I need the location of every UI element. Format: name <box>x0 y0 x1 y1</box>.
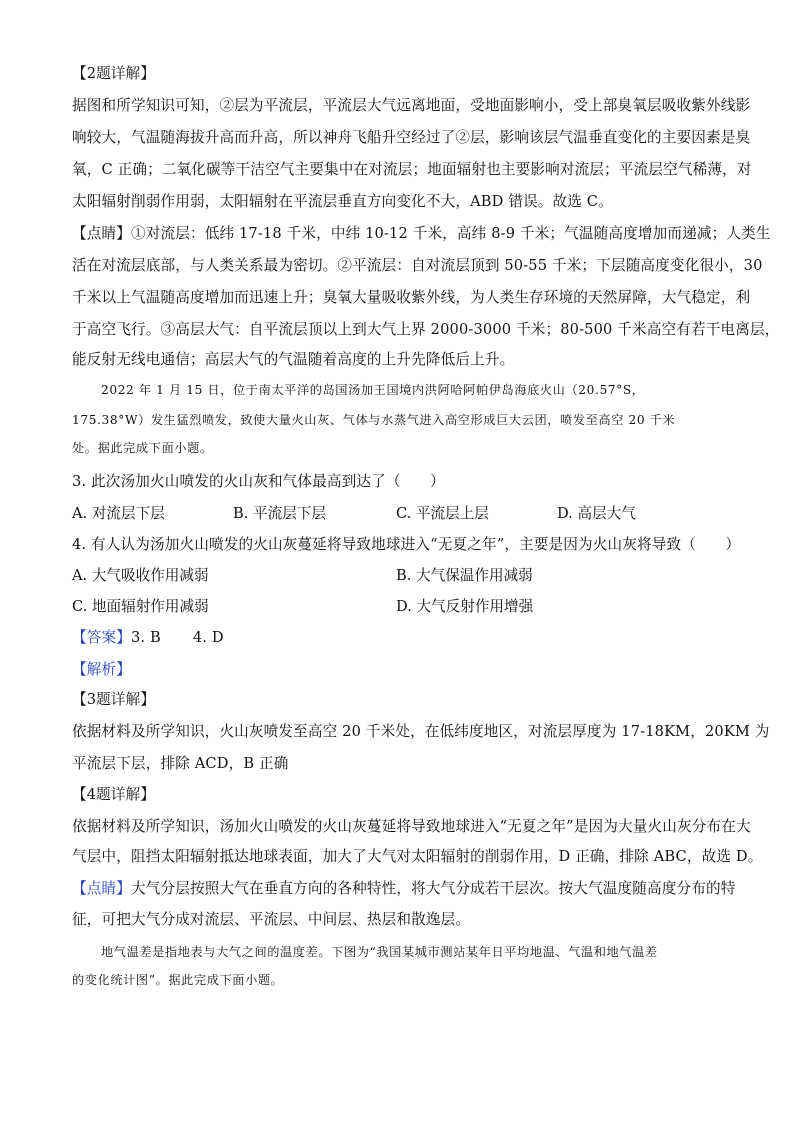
question-3-stem: 3. 此次汤加火山喷发的火山灰和气体最高到达了（ ） <box>72 473 445 490</box>
paragraph-line: 响较大，气温随海拔升高而升高，所以神舟飞船升空经过了②层，影响该层气温垂直变化的主要因素是臭 <box>72 129 751 146</box>
analysis-label: 【解析】 <box>72 661 131 678</box>
paragraph-line: 依据材料及所学知识，汤加火山喷发的火山灰蔓延将导致地球进入“无夏之年”是因为大量火山灰分布在大 <box>72 818 751 835</box>
tip-text: 大气分层按照大气在垂直方向的各种特性，将大气分成若干层次。按大气温度随高度分布的特 <box>130 880 736 897</box>
paragraph-line: 平流层下层，排除 ACD，B 正确 <box>72 755 289 772</box>
material-line: 2022 年 1 月 15 日，位于南太平洋的岛国汤加王国境内洪阿哈阿帕伊岛海底火山（20.57°S， <box>101 383 645 397</box>
tip-label: 【点睛】 <box>72 880 131 897</box>
paragraph-line: 据图和所学知识可知，②层为平流层，平流层大气远离地面，受地面影响小，受上部臭氧层吸收紫外线影 <box>72 97 751 114</box>
question-4-stem: 4. 有人认为汤加火山喷发的火山灰蔓延将导致地球进入“无夏之年”，主要是因为火山灰将导致（ ） <box>72 536 741 553</box>
tip-paragraph-first <box>72 224 771 244</box>
material-line: 地气温差是指地表与大气之间的温度差。下图为“我国某城市测站某年日平均地温、气温和地气温差 <box>101 945 658 959</box>
paragraph-line: 氧，C 正确；二氧化碳等干洁空气主要集中在对流层；地面辐射也主要影响对流层；平流层空气稀薄，对 <box>72 161 752 178</box>
paragraph-line: 依据材料及所学知识，火山灰喷发至高空 20 千米处，在低纬度地区，对流层厚度为 17-18KM，20KM 为 <box>72 723 770 740</box>
tip-label: 【点睛】 <box>72 225 131 242</box>
section-heading-q3: 【3题详解】 <box>72 691 156 708</box>
q4-option-d: D. 大气反射作用增强 <box>396 598 534 615</box>
tip-text: ①对流层：低纬 17-18 千米，中纬 10-12 千米，高纬 8-9 千米；气温随高度增加而递减；人类生 <box>130 225 771 242</box>
answer-value-3: 3. B <box>130 629 161 646</box>
section-heading-q2: 【2题详解】 <box>72 65 156 82</box>
paragraph-line: 太阳辐射削弱作用弱，太阳辐射在平流层垂直方向变化不大，ABD 错误。故选 C。 <box>72 193 613 210</box>
material-line: 处。据此完成下面小题。 <box>72 441 213 455</box>
paragraph-line: 能反射无线电通信；高层大气的气温随着高度的上升先降低后上升。 <box>72 351 515 368</box>
q4-option-c: C. 地面辐射作用减弱 <box>72 598 209 615</box>
paragraph-line: 于高空飞行。③高层大气：自平流层顶以上到大气上界 2000-3000 千米；80-500 千米高空有若干电离层， <box>72 321 780 338</box>
paragraph-line: 气层中，阻挡太阳辐射抵达地球表面，加大了大气对太阳辐射的削弱作用，D 正确，排除 ABC，故选 D。 <box>72 848 763 865</box>
paragraph-line: 征，可把大气分成对流层、平流层、中间层、热层和散逸层。 <box>72 911 471 928</box>
q3-option-d: D. 高层大气 <box>557 505 636 522</box>
answer-label: 【答案】 <box>72 629 131 646</box>
q3-option-a: A. 对流层下层 <box>72 505 165 522</box>
tip-paragraph-first <box>72 879 735 899</box>
material-line: 的变化统计图”。据此完成下面小题。 <box>72 973 284 987</box>
answer-line <box>72 628 224 648</box>
q3-option-c: C. 平流层上层 <box>396 505 489 522</box>
q3-option-b: B. 平流层下层 <box>233 505 326 522</box>
paragraph-line: 千米以上气温随高度增加而迅速上升；臭氧大量吸收紫外线，为人类生存环境的天然屏障，大气稳定，利 <box>72 289 751 306</box>
section-heading-q4: 【4题详解】 <box>72 786 156 803</box>
q4-option-b: B. 大气保温作用减弱 <box>396 567 533 584</box>
q4-option-a: A. 大气吸收作用减弱 <box>72 567 209 584</box>
material-line: 175.38°W）发生猛烈喷发，致使大量火山灰、气体与水蒸气进入高空形成巨大云团，喷发至高空 20 千米 <box>72 413 676 427</box>
paragraph-line: 活在对流层底部，与人类关系最为密切。②平流层：自对流层顶到 50-55 千米；下层随高度变化很小，30 <box>72 257 763 274</box>
answer-value-4: 4. D <box>192 629 224 646</box>
